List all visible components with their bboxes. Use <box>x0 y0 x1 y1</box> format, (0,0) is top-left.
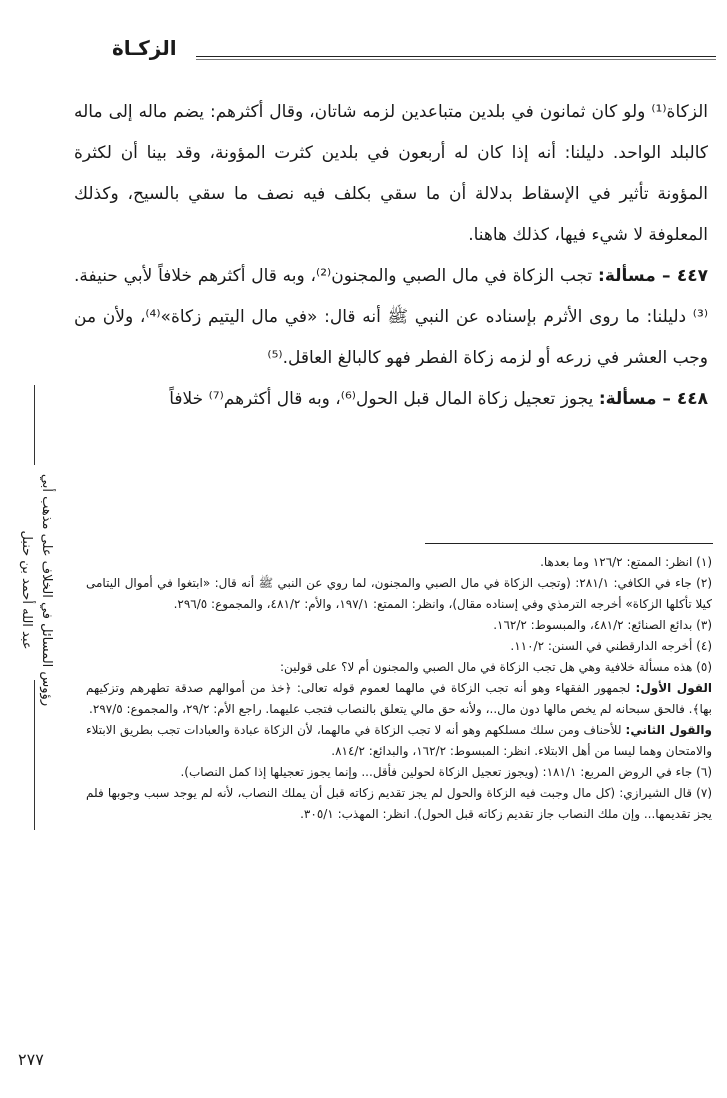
issue-label: ٤٤٨ – مسألة: <box>598 389 708 409</box>
running-header-title: الزكـاة <box>112 36 177 60</box>
footnote-7 <box>86 783 712 825</box>
footnote-bold: والقول الثاني: <box>625 723 713 737</box>
side-rule-bottom <box>34 680 35 830</box>
footnote-3 <box>86 615 712 636</box>
paragraph-continuation <box>74 92 708 256</box>
footnote-5-first-opinion <box>86 678 712 720</box>
header-rule-secondary <box>196 59 716 60</box>
paragraph-text: الزكاة⁽¹⁾ ولو كان ثمانون في بلدين متباعدين لزمه شاتان، وقال أكثرهم: يضم ماله إلى ماله كالبلد الواحد. دليلنا: أنه إذا كان له أربعون في بلدين كثرت المؤونة، وقد بينا أن لكثرة المؤونة تأثير في الإسقاط بدلالة أن ما سقي بكلف فيه نصف ما سقي بالسيح، وكذلك المعلوفة لا شيء فيها، كذلك هاهنا. <box>74 102 708 245</box>
issue-text: تجب الزكاة في مال الصبي والمجنون⁽²⁾، وبه قال أكثرهم خلافاً لأبي حنيفة.⁽³⁾ دليلنا: ما روى الأثرم بإسناده عن النبي ﷺ أنه قال: «في مال اليتيم زكاة»⁽⁴⁾، ولأن من وجب العشر في زرعه أو لزمه زكاة الفطر فهو كالبالغ العاقل.⁽⁵⁾ <box>74 266 709 368</box>
footnote-2 <box>86 573 712 615</box>
footnote-text: (٢) جاء في الكافي: ٢٨١/١: (وتجب الزكاة في مال الصبي والمجنون، لما روي عن النبي ﷺ أنه قال: «ابتغوا في أموال اليتامى كيلا تأكلها الزكاة» أخرجه الترمذي وفي إسناده مقال)، وانظر: الممتع: ١٩٧/١، والأم: ٤٨١/٢، والمجموع: ٢٩٦/٥. <box>86 576 712 611</box>
issue-label: ٤٤٧ – مسألة: <box>598 266 708 286</box>
footnote-separator <box>425 543 713 544</box>
footnote-5 <box>86 657 712 678</box>
footnote-text: (٤) أخرجه الدارقطني في السنن: ١١٠/٢. <box>510 639 712 653</box>
page-number: ٢٧٧ <box>18 1050 44 1069</box>
footnote-4 <box>86 636 712 657</box>
side-rule-top <box>34 385 35 465</box>
footnote-text: لجمهور الفقهاء وهو أنه تجب الزكاة في مالهما لعموم قوله تعالى: ﴿خذ من أموالهم صدقة تطهرهم وتزكيهم بها﴾. فالحق سبحانه لم يخص مالها دون مال..، ولأنه حق مالي يتعلق بالنصاب فتجب عليهما. راجع الأم: ٢٩/٢، والمجموع: ٢٩٧/٥. <box>86 681 712 716</box>
footnote-text: (٥) هذه مسألة خلافية وهي هل تجب الزكاة في مال الصبي والمجنون أم لا؟ على قولين: <box>279 660 712 674</box>
side-book-caption: رؤوس المسائل في الخلاف على مذهب أبي عبد الله أحمد بن حنبل <box>19 473 54 707</box>
footnote-1 <box>86 552 712 573</box>
footnote-6 <box>86 762 712 783</box>
footnote-text: للأحناف ومن سلك مسلكهم وهو أنه لا تجب الزكاة في مالهما، لأن الزكاة عبادة والعبادات تجب بطريق الابتلاء والامتحان وهما ليسا من أهل الابتلاء. انظر: المبسوط: ١٦٢/٢، والبدائع: ٨١٤/٢. <box>86 723 712 758</box>
footnote-text: (١) انظر: الممتع: ١٢٦/٢ وما بعدها. <box>540 555 712 569</box>
footnotes <box>86 552 712 825</box>
footnote-text: (٣) بدائع الصنائع: ٤٨١/٢، والمبسوط: ١٦٢/٢. <box>493 618 712 632</box>
issue-448 <box>74 379 708 420</box>
footnote-text: (٧) قال الشيرازي: (كل مال وجبت فيه الزكاة والحول لم يجز تقديم زكاته قبل أن يملك النصاب، لأنه لم يوجد سبب وجوبها فلم يجز تقديمها... وإن ملك النصاب جاز تقديم زكاته قبل الحول). انظر: المهذب: ٣٠٥/١. <box>86 786 712 821</box>
header-rule <box>196 56 716 57</box>
footnote-5-second-opinion <box>86 720 712 762</box>
side-caption-box <box>14 470 60 710</box>
issue-447 <box>74 256 708 379</box>
footnote-bold: القول الأول: <box>635 681 712 695</box>
main-text <box>74 92 708 420</box>
footnote-text: (٦) جاء في الروض المربع: ١٨١/١: (ويجوز تعجيل الزكاة لحولين فأقل... وإنما يجوز تعجيلها إذا كمل النصاب). <box>180 765 712 779</box>
issue-text: يجوز تعجيل زكاة المال قبل الحول⁽⁶⁾، وبه قال أكثرهم⁽⁷⁾ خلافاً <box>169 389 594 409</box>
